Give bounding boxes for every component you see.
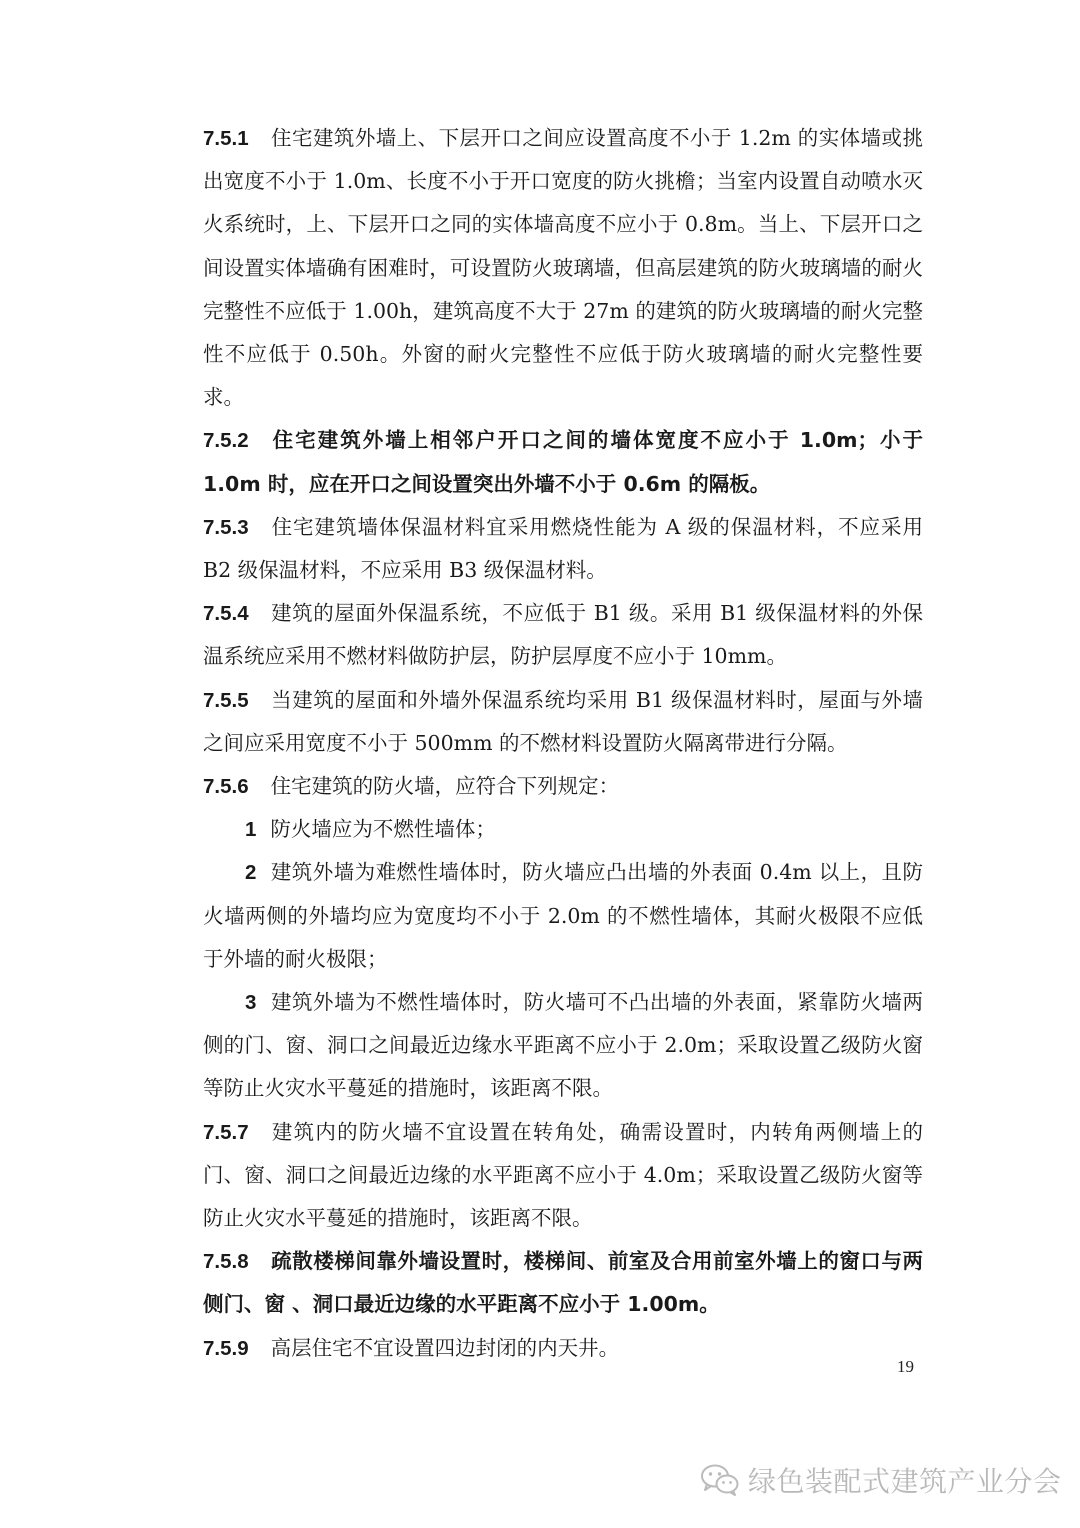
clause-7-5-8 — [203, 1240, 923, 1326]
clause-7-5-5 — [203, 679, 923, 765]
clause-7-5-1 — [203, 117, 923, 419]
clause-number: 7.5.4 — [203, 602, 249, 626]
clause-number: 7.5.5 — [203, 688, 249, 712]
clause-number: 7.5.8 — [203, 1250, 249, 1274]
clause-number: 7.5.1 — [203, 127, 249, 150]
clause-number: 7.5.9 — [203, 1336, 249, 1360]
clause-number: 7.5.7 — [203, 1120, 249, 1144]
item-number: 1 — [245, 818, 257, 842]
item-number: 2 — [245, 861, 257, 885]
clause-7-5-2 — [203, 419, 923, 505]
clause-7-5-6-item-3 — [203, 981, 923, 1111]
clause-text: 住宅建筑墙体保温材料宜采用燃烧性能为 A 级的保温材料，不应采用 B2 级保温材料，不应采用 B3 级保温材料。 — [203, 514, 923, 583]
clause-7-5-3 — [203, 506, 923, 592]
clause-text: 疏散楼梯间靠外墙设置时，楼梯间、前室及合用前室外墙上的窗口与两侧门、窗 、洞口最近边缘的水平距离不应小于 1.00m。 — [203, 1249, 923, 1317]
page-number: 19 — [897, 1357, 914, 1376]
clause-7-5-6-item-2 — [203, 851, 923, 981]
item-number: 3 — [245, 991, 257, 1015]
watermark — [700, 1460, 1062, 1500]
clause-7-5-6 — [203, 765, 923, 808]
document-body — [203, 117, 923, 1370]
clause-text: 高层住宅不宜设置四边封闭的内天井。 — [270, 1335, 620, 1360]
clause-7-5-9 — [203, 1327, 923, 1370]
item-text: 建筑外墙为不燃性墙体时，防火墙可不凸出墙的外表面，紧靠防火墙两侧的门、窗、洞口之间最近边缘水平距离不应小于 2.0m；采取设置乙级防火窗等防止火灾水平蔓延的措施时，该距离不限。 — [203, 990, 923, 1101]
clause-7-5-6-item-1 — [203, 808, 923, 851]
item-text: 建筑外墙为难燃性墙体时，防火墙应凸出墙的外表面 0.4m 以上，且防火墙两侧的外墙均应为宽度均不小于 2.0m 的不燃性墙体，其耐火极限不应低于外墙的耐火极限； — [203, 860, 923, 971]
clause-text: 住宅建筑的防火墙，应符合下列规定： — [270, 774, 620, 799]
clause-7-5-7 — [203, 1111, 923, 1241]
clause-text: 建筑内的防火墙不宜设置在转角处，确需设置时，内转角两侧墙上的门、窗、洞口之间最近边缘的水平距离不应小于 4.0m；采取设置乙级防火窗等防止火灾水平蔓延的措施时，该距离不限。 — [203, 1119, 923, 1231]
clause-7-5-4 — [203, 592, 923, 678]
clause-text: 住宅建筑外墙上、下层开口之间应设置高度不小于 1.2m 的实体墙或挑出宽度不小于 1.0m、长度不小于开口宽度的防火挑檐；当室内设置自动喷水灭火系统时，上、下层开口之同的实体墙高度不应小于 0.8m。当上、下层开口之间设置实体墙确有困难时，可设置防火玻璃墙，但高层建筑的防火玻璃墙的耐火完整性不应低于 1.00h，建筑高度不大于 27m 的建筑的防火玻璃墙的耐火完整性不应低于 0.50h。外窗的耐火完整性不应低于防火玻璃墙的耐火完整性要求。 — [203, 126, 923, 410]
clause-text: 当建筑的屋面和外墙外保温系统均采用 B1 级保温材料时，屋面与外墙之间应采用宽度不小于 500mm 的不燃材料设置防火隔离带进行分隔。 — [203, 687, 923, 755]
watermark-text: 绿色装配式建筑产业分会 — [748, 1465, 1062, 1498]
clause-number: 7.5.6 — [203, 775, 249, 799]
clause-text: 建筑的屋面外保温系统，不应低于 B1 级。采用 B1 级保温材料的外保温系统应采用不燃材料做防护层，防护层厚度不应小于 10mm。 — [203, 601, 923, 669]
item-text: 防火墙应为不燃性墙体； — [270, 817, 496, 842]
clause-number: 7.5.2 — [203, 429, 249, 453]
clause-number: 7.5.3 — [203, 515, 249, 539]
clause-text: 住宅建筑外墙上相邻户开口之间的墙体宽度不应小于 1.0m；小于 1.0m 时，应在开口之间设置突出外墙不小于 0.6m 的隔板。 — [203, 428, 923, 496]
wechat-icon — [700, 1463, 740, 1497]
